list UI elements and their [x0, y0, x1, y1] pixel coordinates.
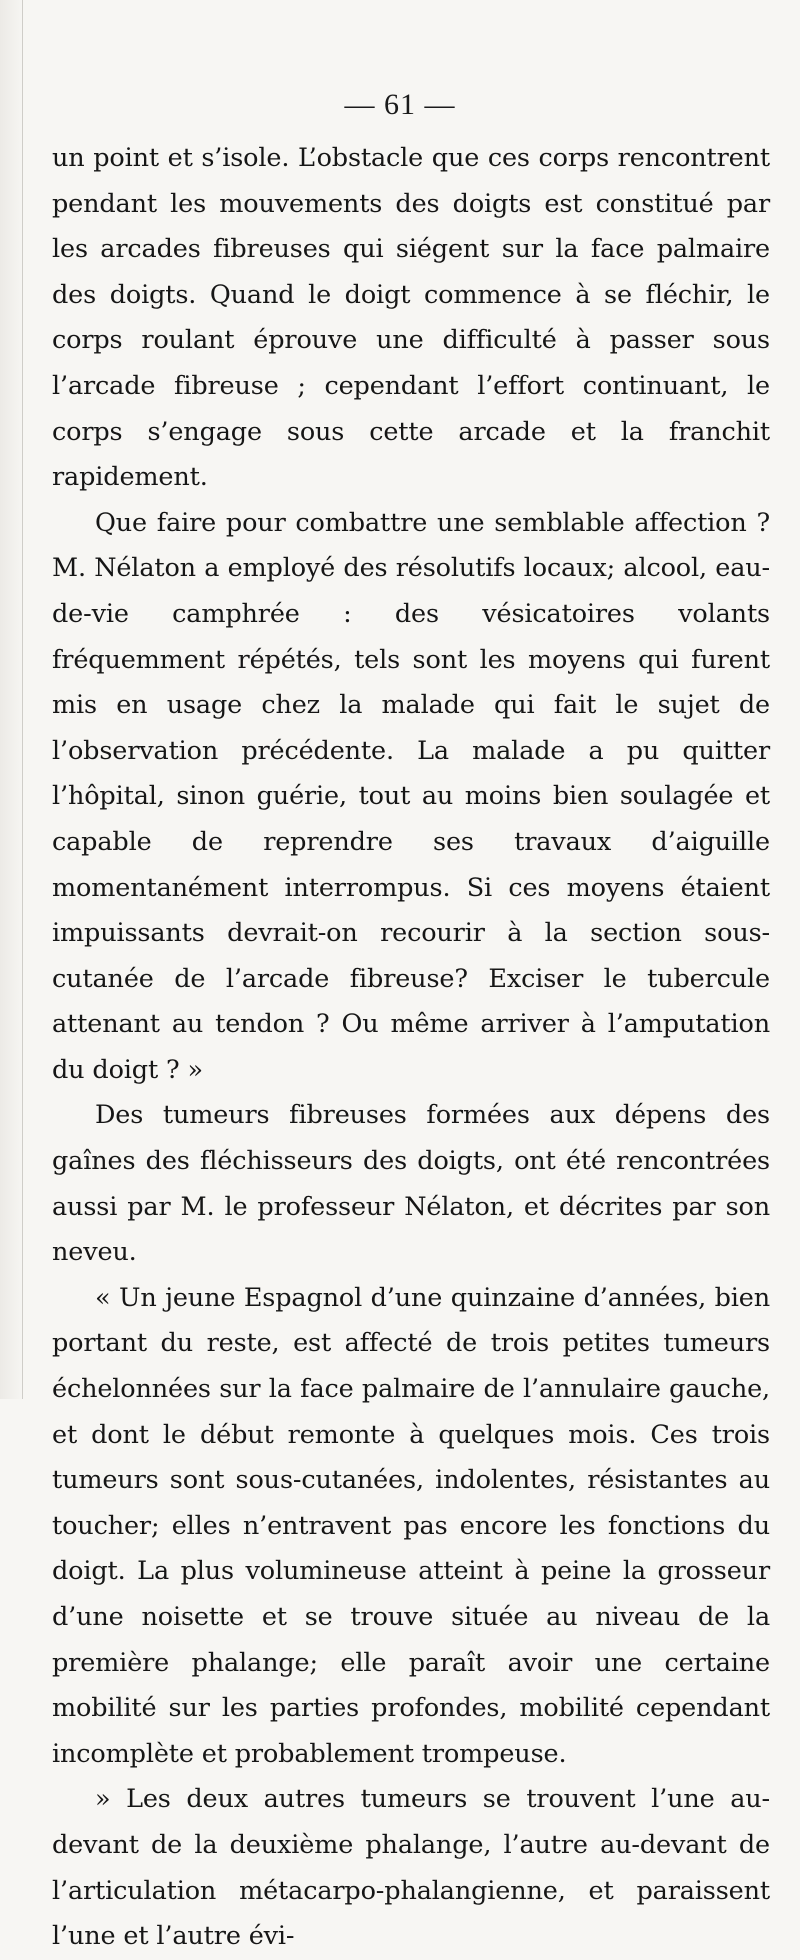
page-number: — 61 —	[344, 88, 456, 121]
binding-gutter	[0, 0, 24, 1399]
binding-edge-line	[22, 0, 23, 1399]
paragraph-1: un point et s’isole. L’obstacle que ces corps rencontrent pendant les mouvements des doigts est constitué par les arcades fibreuses qui siégent sur la face palmaire des doigts. Quand le doigt commence à se fléchir, le corps roulant éprouve une difficulté à passer sous l’arcade fibreuse ; cependant l’effort continuant, le corps s’engage sous cette arcade et la franchit rapidement.	[52, 143, 770, 493]
paragraph-2: Que faire pour combattre une semblable affection ? M. Nélaton a employé des résolutifs locaux; alcool, eau-de-vie camphrée : des vésicatoires volants fréquemment répétés, tels sont les moyens qui furent mis en usage chez la malade qui fait le sujet de l’observation précédente. La malade a pu quitter l’hôpital, sinon guérie, tout au moins bien soulagée et capable de reprendre ses travaux d’aiguille momentanément interrompus. Si ces moyens étaient impuissants devrait-on recourir à la section sous-cutanée de l’arcade fibreuse? Exciser le tubercule attenant au tendon ? Ou même arriver à l’amputation du doigt ? »	[52, 507, 770, 1085]
paragraph-4: « Un jeune Espagnol d’une quinzaine d’années, bien portant du reste, est affecté de trois petites tumeurs échelonnées sur la face palmaire de l’annulaire gauche, et dont le début remonte à quelques mois. Ces trois tumeurs sont sous-cutanées, indolentes, résistantes au toucher; elles n’entravent pas encore les fonctions du doigt. La plus volumineuse atteint à peine la grosseur d’une noisette et se trouve située au niveau de la première phalange; elle paraît avoir une certaine mobilité sur les parties profondes, mobilité cependant incomplète et probablement trompeuse.	[52, 1282, 770, 1769]
paragraph-3: Des tumeurs fibreuses formées aux dépens des gaînes des fléchisseurs des doigts, ont été rencontrées aussi par M. le professeur Nélaton, et décrites par son neveu.	[52, 1100, 770, 1268]
body-text	[52, 136, 770, 1960]
paragraph-5: » Les deux autres tumeurs se trouvent l’une au-devant de la deuxième phalange, l’autre au-devant de l’articulation métacarpo-phalangienne, et paraissent l’une et l’autre évi-	[52, 1784, 770, 1952]
